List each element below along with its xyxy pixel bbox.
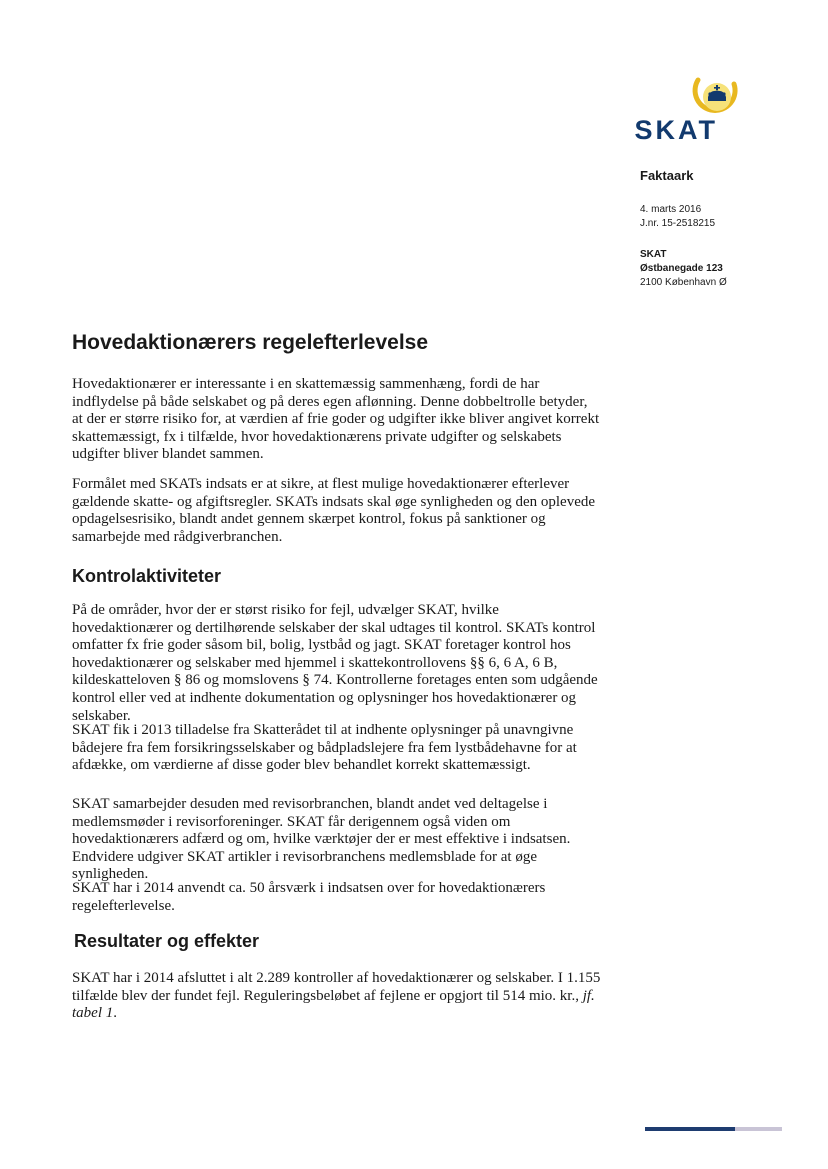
- journal-number: J.nr. 15-2518215: [640, 218, 716, 229]
- resultater-paragraph: [72, 970, 602, 1023]
- org-street: Østbanegade 123: [640, 263, 723, 274]
- kontrol-paragraph-1: På de områder, hvor der er størst risiko for fejl, udvælger SKAT, hvilke hovedaktionærer og dertilhørende selskaber der skal udtages til kontrol. SKATs kontrol omfatter fx frie goder såsom bil, bolig, lystbåd og jagt. SKAT foretager kontrol hos hovedaktionærer og selskaber med hjemmel i skattekontrollovens §§ 6, 6 A, 6 B, kildeskatteloven § 86 og momslovens § 74. Kontrollerne foretages enten som udgående kontrol eller ved at indhente dokumentation og oplysninger hos hovedaktionærer og selskaber.: [72, 602, 598, 724]
- document-type: Faktaark: [640, 168, 694, 183]
- org-name: SKAT: [640, 249, 667, 260]
- resultater-end: .: [113, 1005, 117, 1022]
- footer-bar-dark: [645, 1127, 735, 1131]
- table-reference: jf. tabel 1: [72, 987, 595, 1022]
- footer-bar-light: [735, 1127, 782, 1131]
- org-city: 2100 København Ø: [640, 277, 727, 288]
- skat-logo: [606, 66, 746, 146]
- kontrol-paragraph-4: SKAT har i 2014 anvendt ca. 50 årsværk i indsatsen over for hovedaktionærers regelefterlevelse.: [72, 880, 546, 914]
- resultater-text: SKAT har i 2014 afsluttet i alt 2.289 kontroller af hovedaktionærer og selskaber. I 1.155 tilfælde blev der fundet fejl. Reguleringsbeløbet af fejlene er opgjort til 514 mio. kr.,: [72, 970, 601, 1004]
- kontrol-paragraph-2: SKAT fik i 2013 tilladelse fra Skatterådet til at indhente oplysninger på unavngivne bådejere fra fem forsikringsselskaber og bådpladslejere fra fem lystbådehavne for at afdække, om værdierne af disse goder blev behandlet korrekt skattemæssigt.: [72, 722, 577, 774]
- section-heading-resultater: Resultater og effekter: [74, 931, 260, 951]
- intro-paragraph-2: Formålet med SKATs indsats er at sikre, at flest mulige hovedaktionærer efterlever gældende skatte- og afgiftsregler. SKATs indsats skal øge synligheden og den oplevede opdagelsesrisiko, blandt andet gennem skærpet kontrol, fokus på sanktioner og samarbejde med rådgiverbranchen.: [72, 476, 596, 545]
- document-date: 4. marts 2016: [640, 204, 702, 215]
- page-title: Hovedaktionærers regelefterlevelse: [72, 331, 429, 354]
- logo-wordmark: SKAT: [634, 115, 718, 145]
- crown-emblem-icon: [690, 70, 742, 118]
- intro-paragraph-1: Hovedaktionærer er interessante i en skattemæssig sammenhæng, fordi de har indflydelse på både selskabet og på deres egen aflønning. Denne dobbeltrolle betyder, at der er større risiko for, at værdien af frie goder og udgifter ikke bliver angivet korrekt skattemæssigt, fx i tilfælde, hvor hovedaktionærens private udgifter og selskabets udgifter bliver blandet sammen.: [72, 376, 600, 463]
- document-meta: [640, 168, 727, 290]
- section-heading-kontrolaktiviteter: Kontrolaktiviteter: [72, 566, 222, 586]
- kontrol-paragraph-3: SKAT samarbejder desuden med revisorbranchen, blandt andet ved deltagelse i medlemsmøder i revisorforeninger. SKAT får derigennem også viden om hovedaktionærers adfærd og om, hvilke værktøjer der er mest effektive i indsatsen. Endvidere udgiver SKAT artikler i revisorbranchens medlemsblade for at øge synligheden.: [72, 796, 571, 883]
